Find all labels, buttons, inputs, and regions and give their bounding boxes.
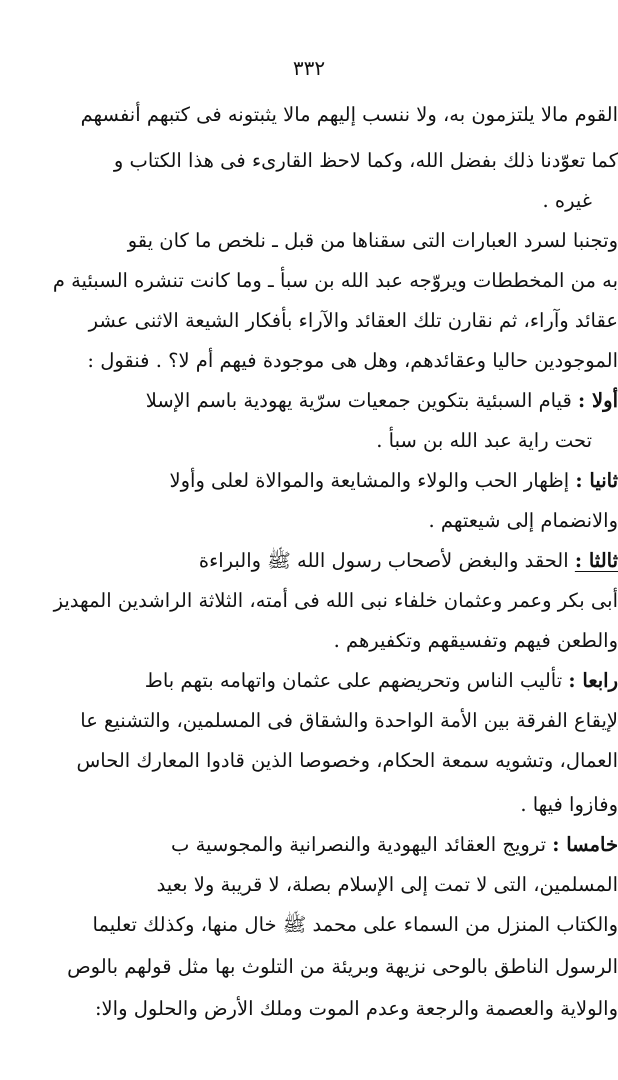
label-third: ثالثا : <box>574 549 618 572</box>
text-line: القوم مالا يلتزمون به، ولا ننسب إليهم مالا يثبتونه فى كتبهم أنفسهم <box>80 103 618 126</box>
text-line: الحقد والبغض لأصحاب رسول الله ﷺ والبراءة <box>198 549 569 572</box>
list-item-fourth <box>145 666 618 696</box>
text-line: وفازوا فيها . <box>520 793 618 816</box>
text-line: وتجنبا لسرد العبارات التى سقناها من قبل ـ نلخص ما كان يقو <box>127 229 618 252</box>
text-line: غيره . <box>542 189 592 212</box>
text-line: أبى بكر وعمر وعثمان خلفاء نبى الله فى أمته، الثلاثة الراشدين المهديز <box>53 589 618 612</box>
text-line: به من المخططات ويروّجه عبد الله بن سبأ ـ وما كانت تنشره السبئية م <box>52 269 618 292</box>
text-line: الرسول الناطق بالوحى نزيهة وبريئة من التلوث بها مثل قولهم بالوص <box>67 955 618 978</box>
text-line: لإيقاع الفرقة بين الأمة الواحدة والشقاق فى المسلمين، والتشنيع عا <box>80 709 618 732</box>
text-line: والولاية والعصمة والرجعة وعدم الموت وملك الأرض والحلول والا: <box>94 997 618 1020</box>
label-first: أولا : <box>578 389 618 412</box>
text-line: تحت راية عبد الله بن سبأ . <box>376 429 592 452</box>
list-item-third <box>199 546 618 576</box>
text-line: والكتاب المنزل من السماء على محمد ﷺ خال منها، وكذلك تعليما <box>92 913 618 936</box>
text-line: كما تعوّدنا ذلك بفضل الله، وكما لاحظ القارىء فى هذا الكتاب و <box>113 149 618 172</box>
list-item-second <box>169 466 618 496</box>
text-line: والطعن فيهم وتفسيقهم وتكفيرهم . <box>333 629 618 652</box>
text-line: عقائد وآراء، ثم نقارن تلك العقائد والآراء بأفكار الشيعة الاثنى عشر <box>88 309 618 332</box>
text-line: والانضمام إلى شيعتهم . <box>428 509 618 532</box>
page-number: ٣٣٢ <box>292 56 326 80</box>
text-line: العمال، وتشويه سمعة الحكام، وخصوصا الذين قادوا المعارك الحاس <box>76 749 618 772</box>
text-line: إظهار الحب والولاء والمشايعة والموالاة لعلى وأولا <box>169 469 570 492</box>
label-fourth: رابعا : <box>568 669 618 692</box>
text-line: قيام السبئية بتكوين جمعيات سرّية يهودية باسم الإسلا <box>145 389 572 412</box>
list-item-first <box>146 386 618 416</box>
text-line: الموجودين حاليا وعقائدهم، وهل هى موجودة فيهم أم لا؟ . فنقول : <box>87 349 618 372</box>
label-fifth: خامسا : <box>552 833 618 856</box>
text-line: ترويج العقائد اليهودية والنصرانية والمجوسية ب <box>171 833 547 856</box>
label-second: ثانيا : <box>575 469 618 492</box>
text-line: المسلمين، التى لا تمت إلى الإسلام بصلة، لا قريبة ولا بعيد <box>156 873 618 896</box>
text-line: تأليب الناس وتحريضهم على عثمان واتهامه بتهم باط <box>144 669 563 692</box>
list-item-fifth <box>171 830 618 860</box>
